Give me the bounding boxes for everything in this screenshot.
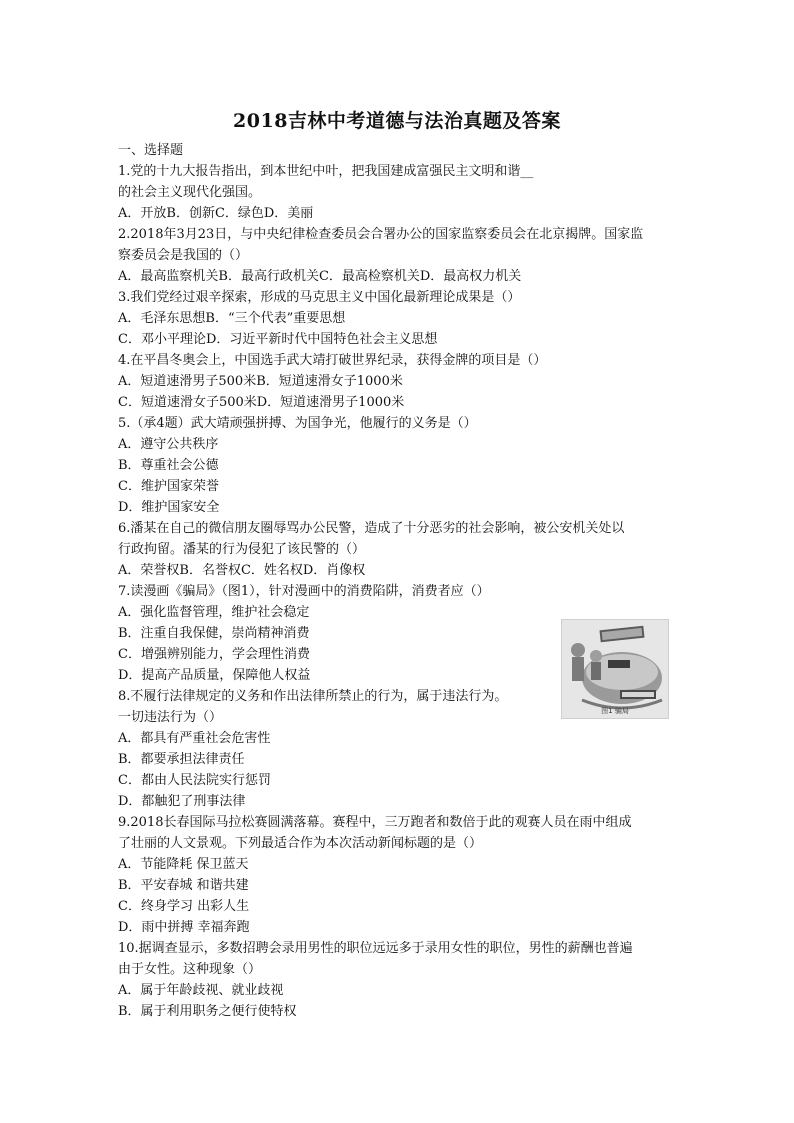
text-line: A．毛泽东思想B．“三个代表”重要思想 [118, 311, 346, 326]
text-line: 6.潘某在自己的微信朋友圈辱骂办公民警，造成了十分恶劣的社会影响，被公安机关处以 [118, 521, 625, 536]
text-line: A．属于年龄歧视、就业歧视 [118, 983, 284, 998]
text-line: A．节能降耗 保卫蓝天 [118, 857, 249, 872]
text-line: 5.（承4题）武大靖顽强拼搏、为国争光，他履行的义务是（） [118, 416, 477, 431]
text-line: 察委员会是我国的（） [118, 248, 249, 263]
text-line: 8.不履行法律规定的义务和作出法律所禁止的行为，属于违法行为。 [118, 689, 508, 704]
text-line: D．雨中拼搏 幸福奔跑 [118, 920, 250, 935]
text-line: C．维护国家荣誉 [118, 479, 219, 494]
cartoon-illustration-icon [562, 620, 669, 719]
text-line: A．最高监察机关B．最高行政机关C．最高检察机关D．最高权力机关 [118, 269, 522, 284]
text-line: 一切违法行为（） [118, 710, 223, 725]
text-line: 1.党的十九大报告指出，到本世纪中叶，把我国建成富强民主文明和谐__ [118, 164, 534, 179]
text-line: D．维护国家安全 [118, 500, 220, 515]
text-line: C．终身学习 出彩人生 [118, 899, 250, 914]
document-title: 2018吉林中考道德与法治真题及答案 [233, 110, 561, 132]
text-line: 行政拘留。潘某的行为侵犯了该民警的（） [118, 542, 366, 557]
text-line: 3.我们党经过艰辛探索，形成的马克思主义中国化最新理论成果是（） [118, 290, 521, 305]
figure-caption: 图1 骗局 [601, 707, 629, 715]
question-body [118, 140, 678, 1022]
text-line: B．尊重社会公德 [118, 458, 219, 473]
text-line: C．都由人民法院实行惩罚 [118, 773, 271, 788]
text-line: 由于女性。这种现象（） [118, 962, 262, 977]
text-line: B．注重自我保健，崇尚精神消费 [118, 626, 310, 641]
text-line: 的社会主义现代化强国。 [118, 185, 262, 200]
text-line: B．属于利用职务之便行使特权 [118, 1004, 297, 1019]
text-line: A．都具有严重社会危害性 [118, 731, 271, 746]
text-line: 了壮丽的人文景观。下列最适合作为本次活动新闻标题的是（） [118, 836, 483, 851]
text-line: 9.2018长春国际马拉松赛圆满落幕。赛程中，三万跑者和数倍于此的观赛人员在雨中组成 [118, 815, 632, 830]
text-line: A．开放B．创新C．绿色D．美丽 [118, 206, 314, 221]
cartoon-figure [561, 619, 669, 719]
text-line: A．短道速滑男子500米B．短道速滑女子1000米 [118, 374, 403, 389]
text-line: A．遵守公共秩序 [118, 437, 219, 452]
text-line: B．平安春城 和谐共建 [118, 878, 249, 893]
text-line: A．荣誉权B．名誉权C．姓名权D．肖像权 [118, 563, 366, 578]
text-line: D．提高产品质量，保障他人权益 [118, 668, 311, 683]
text-line: C．增强辨别能力，学会理性消费 [118, 647, 310, 662]
text-line: D．都触犯了刑事法律 [118, 794, 246, 809]
text-line: 4.在平昌冬奥会上，中国选手武大靖打破世界纪录，获得金牌的项目是（） [118, 353, 547, 368]
text-line: 7.读漫画《骗局》（图1），针对漫画中的消费陷阱，消费者应（） [118, 584, 490, 599]
text-line: 2.2018年3月23日，与中央纪律检查委员会合署办公的国家监察委员会在北京揭牌。国家监 [118, 227, 644, 242]
text-line: C．短道速滑女子500米D．短道速滑男子1000米 [118, 395, 405, 410]
text-line: C．邓小平理论D．习近平新时代中国特色社会主义思想 [118, 332, 438, 347]
text-line: B．都要承担法律责任 [118, 752, 245, 767]
text-line: A．强化监督管理，维护社会稳定 [118, 605, 310, 620]
text-line: 10.据调查显示，多数招聘会录用男性的职位远远多于录用女性的职位，男性的薪酬也普遍 [118, 941, 633, 956]
text-line: 一、选择题 [118, 143, 184, 158]
